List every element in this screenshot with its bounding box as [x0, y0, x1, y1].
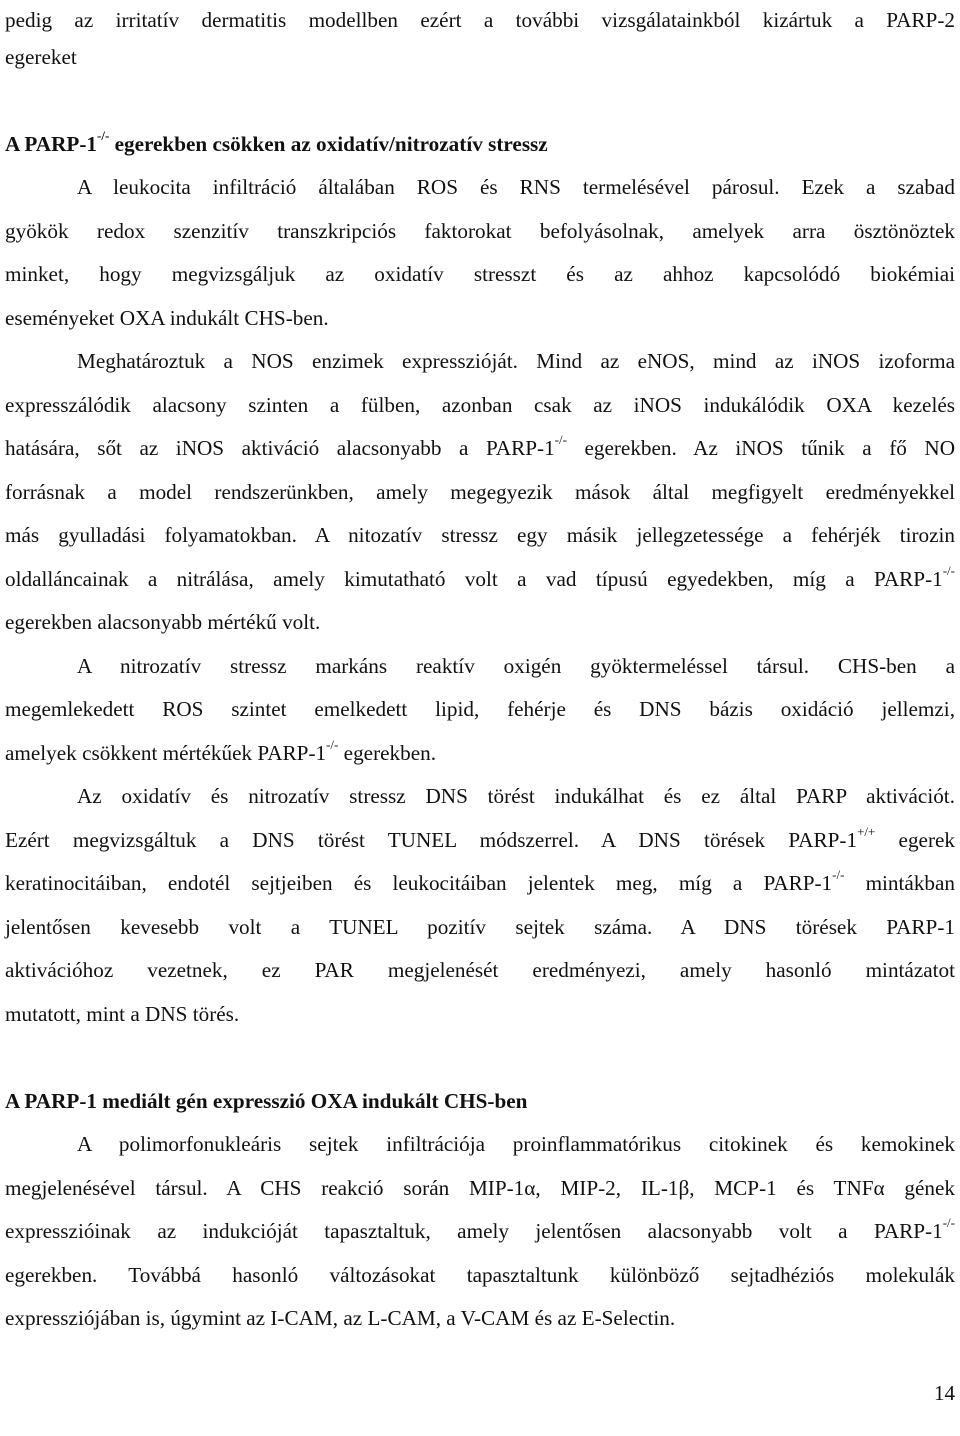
text-line: amelyek csökkent mértékűek PARP-1-/- egerekben. — [5, 736, 437, 765]
text-line: Ezért megvizsgáltuk a DNS törést TUNEL módszerrel. A DNS törések PARP-1+/+ egerek — [5, 823, 956, 852]
text-line: aktivációhoz vezetnek, ez PAR megjelenését eredményezi, amely hasonló mintázatot — [5, 958, 955, 982]
section-heading: A PARP-1-/- egerekben csökken az oxidatív/nitrozatív stressz — [5, 127, 548, 156]
text-line: egerekben alacsonyabb mértékű volt. — [5, 610, 321, 634]
text-line: expressziójában is, úgymint az I-CAM, az L-CAM, a V-CAM és az E-Selectin. — [5, 1306, 676, 1330]
text-line: expresszióinak az indukcióját tapasztaltuk, amely jelentősen alacsonyabb volt a PARP-1-/- — [5, 1214, 955, 1243]
text-line: expresszálódik alacsony szinten a fülben, azonban csak az iNOS indukálódik OXA kezelés — [5, 393, 955, 417]
text-line: gyökök redox szenzitív transzkripciós faktorokat befolyásolnak, amelyek arra ösztönöztek — [5, 219, 955, 243]
text-line: más gyulladási folyamatokban. A nitozatív stressz egy másik jellegzetessége a fehérjék tirozin — [5, 523, 955, 547]
text-line: megemlekedett ROS szintet emelkedett lipid, fehérje és DNS bázis oxidáció jellemzi, — [5, 697, 955, 721]
text-line: egereket — [5, 45, 77, 69]
text-line: eseményeket OXA indukált CHS-ben. — [5, 306, 329, 330]
paragraph-first-line: Meghatároztuk a NOS enzimek expresszióját. Mind az eNOS, mind az iNOS izoforma — [77, 349, 955, 373]
page-number: 14 — [934, 1381, 955, 1405]
text-line: mutatott, mint a DNS törés. — [5, 1002, 240, 1026]
paragraph-first-line: A leukocita infiltráció általában ROS és RNS termelésével párosul. Ezek a szabad — [77, 175, 955, 199]
text-line: minket, hogy megvizsgáljuk az oxidatív stresszt és az ahhoz kapcsolódó biokémiai — [5, 262, 955, 286]
text-line: oldalláncainak a nitrálása, amely kimutatható volt a vad típusú egyedekben, míg a PARP-1-/- — [5, 562, 955, 591]
paragraph-first-line: Az oxidatív és nitrozatív stressz DNS törést indukálhat és ez által PARP aktivációt. — [77, 784, 955, 808]
paragraph-first-line: A nitrozatív stressz markáns reaktív oxigén gyöktermeléssel társul. CHS-ben a — [77, 654, 955, 678]
text-line: pedig az irritatív dermatitis modellben ezért a további vizsgálatainkból kizártuk a PARP-2 — [5, 8, 955, 32]
text-line: egerekben. Továbbá hasonló változásokat tapasztaltunk különböző sejtadhéziós molekulák — [5, 1263, 955, 1287]
text-line: forrásnak a model rendszerünkben, amely megegyezik mások által megfigyelt eredményekkel — [5, 480, 955, 504]
section-heading: A PARP-1 mediált gén expresszió OXA indukált CHS-ben — [5, 1089, 528, 1113]
text-line: jelentősen kevesebb volt a TUNEL pozitív sejtek száma. A DNS törések PARP-1 — [5, 915, 955, 939]
text-line: keratinocitáiban, endotél sejtjeiben és leukocitáiban jelentek meg, míg a PARP-1-/- mintákban — [5, 866, 956, 895]
text-line: hatására, sőt az iNOS aktiváció alacsonyabb a PARP-1-/- egerekben. Az iNOS tűnik a fő NO — [5, 431, 955, 460]
paragraph-first-line: A polimorfonukleáris sejtek infiltrációja proinflammatórikus citokinek és kemokinek — [77, 1132, 955, 1156]
text-line: megjelenésével társul. A CHS reakció során MIP-1α, MIP-2, IL-1β, MCP-1 és TNFα gének — [5, 1176, 955, 1200]
